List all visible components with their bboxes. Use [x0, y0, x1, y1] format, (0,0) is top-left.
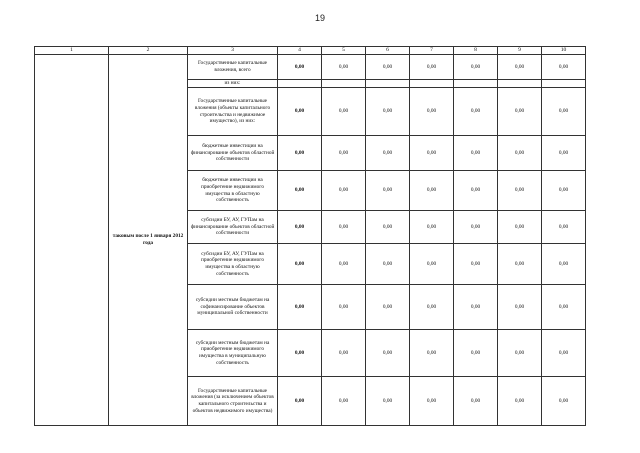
- value-cell: 0,00: [278, 88, 322, 136]
- value-cell: 0,00: [542, 211, 586, 244]
- column-header: 5: [322, 47, 366, 55]
- value-cell: 0,00: [454, 377, 498, 426]
- column-number-row: [35, 47, 586, 55]
- value-cell: 0,00: [498, 55, 542, 80]
- value-cell: 0,00: [410, 244, 454, 285]
- value-cell: [278, 80, 322, 88]
- period-cell: таковым после 1 января 2012 года: [109, 55, 188, 426]
- value-cell: 0,00: [542, 285, 586, 330]
- value-cell: 0,00: [454, 88, 498, 136]
- value-cell: 0,00: [278, 244, 322, 285]
- value-cell: [366, 80, 410, 88]
- value-cell: 0,00: [454, 136, 498, 171]
- indicator-cell: из них:: [188, 80, 278, 88]
- indicator-cell: субсидии местным бюджетам на приобретение недвижимого имущества в муниципальную собственность: [188, 330, 278, 377]
- value-cell: 0,00: [498, 377, 542, 426]
- value-cell: 0,00: [542, 88, 586, 136]
- value-cell: 0,00: [454, 244, 498, 285]
- column-header: 9: [498, 47, 542, 55]
- value-cell: 0,00: [410, 136, 454, 171]
- value-cell: 0,00: [454, 285, 498, 330]
- value-cell: 0,00: [410, 285, 454, 330]
- value-cell: 0,00: [322, 377, 366, 426]
- column-header: 6: [366, 47, 410, 55]
- value-cell: [498, 80, 542, 88]
- value-cell: 0,00: [278, 285, 322, 330]
- value-cell: 0,00: [322, 211, 366, 244]
- value-cell: 0,00: [454, 211, 498, 244]
- value-cell: 0,00: [278, 330, 322, 377]
- value-cell: 0,00: [542, 171, 586, 211]
- value-cell: 0,00: [322, 171, 366, 211]
- value-cell: 0,00: [454, 330, 498, 377]
- indicator-cell: Государственные капитальные вложения (объекты капитального строительства и недвижимое имущество), из них:: [188, 88, 278, 136]
- value-cell: 0,00: [366, 136, 410, 171]
- column-header: 8: [454, 47, 498, 55]
- value-cell: 0,00: [366, 285, 410, 330]
- column-header: 1: [35, 47, 109, 55]
- value-cell: [410, 80, 454, 88]
- value-cell: 0,00: [366, 88, 410, 136]
- value-cell: 0,00: [322, 330, 366, 377]
- value-cell: 0,00: [498, 244, 542, 285]
- value-cell: 0,00: [366, 244, 410, 285]
- value-cell: 0,00: [366, 171, 410, 211]
- indicator-cell: бюджетные инвестиции на приобретение недвижимого имущества в областную собственность: [188, 171, 278, 211]
- value-cell: 0,00: [498, 136, 542, 171]
- value-cell: 0,00: [410, 211, 454, 244]
- indicator-cell: субсидии местным бюджетам на софинансирование объектов муниципальной собственности: [188, 285, 278, 330]
- value-cell: 0,00: [410, 330, 454, 377]
- indicator-cell: бюджетные инвестиции на финансирование объектов областной собственности: [188, 136, 278, 171]
- table-row: [35, 55, 586, 80]
- value-cell: 0,00: [278, 55, 322, 80]
- value-cell: 0,00: [410, 55, 454, 80]
- value-cell: 0,00: [366, 330, 410, 377]
- value-cell: 0,00: [322, 88, 366, 136]
- value-cell: 0,00: [498, 211, 542, 244]
- value-cell: [542, 80, 586, 88]
- value-cell: [454, 80, 498, 88]
- value-cell: 0,00: [542, 55, 586, 80]
- value-cell: 0,00: [278, 211, 322, 244]
- indicator-cell: Государственные капитальные вложения, всего: [188, 55, 278, 80]
- value-cell: 0,00: [542, 136, 586, 171]
- value-cell: 0,00: [322, 136, 366, 171]
- column-header: 3: [188, 47, 278, 55]
- value-cell: 0,00: [322, 285, 366, 330]
- indicator-cell: субсидии БУ, АУ, ГУПам на приобретение недвижимого имущества в областную собственность: [188, 244, 278, 285]
- value-cell: 0,00: [454, 171, 498, 211]
- indicator-cell: Государственные капитальные вложения (за исключением объектов капитального строительства и объектов недвижимого имущества): [188, 377, 278, 426]
- value-cell: 0,00: [498, 330, 542, 377]
- value-cell: 0,00: [410, 171, 454, 211]
- value-cell: 0,00: [498, 171, 542, 211]
- value-cell: 0,00: [278, 171, 322, 211]
- value-cell: 0,00: [322, 244, 366, 285]
- value-cell: 0,00: [410, 88, 454, 136]
- value-cell: 0,00: [278, 136, 322, 171]
- column-header: 7: [410, 47, 454, 55]
- indicator-cell: субсидии БУ, АУ, ГУПам на финансирование объектов областной собственности: [188, 211, 278, 244]
- page-number: 19: [314, 13, 325, 23]
- blank-cell: [35, 55, 109, 426]
- value-cell: 0,00: [542, 330, 586, 377]
- value-cell: 0,00: [410, 377, 454, 426]
- value-cell: [322, 80, 366, 88]
- column-header: 10: [542, 47, 586, 55]
- value-cell: 0,00: [454, 55, 498, 80]
- column-header: 2: [109, 47, 188, 55]
- value-cell: 0,00: [322, 55, 366, 80]
- value-cell: 0,00: [498, 285, 542, 330]
- value-cell: 0,00: [366, 377, 410, 426]
- value-cell: 0,00: [542, 377, 586, 426]
- value-cell: 0,00: [498, 88, 542, 136]
- value-cell: 0,00: [542, 244, 586, 285]
- capital-investment-table: [34, 46, 586, 426]
- value-cell: 0,00: [366, 211, 410, 244]
- value-cell: 0,00: [366, 55, 410, 80]
- column-header: 4: [278, 47, 322, 55]
- value-cell: 0,00: [278, 377, 322, 426]
